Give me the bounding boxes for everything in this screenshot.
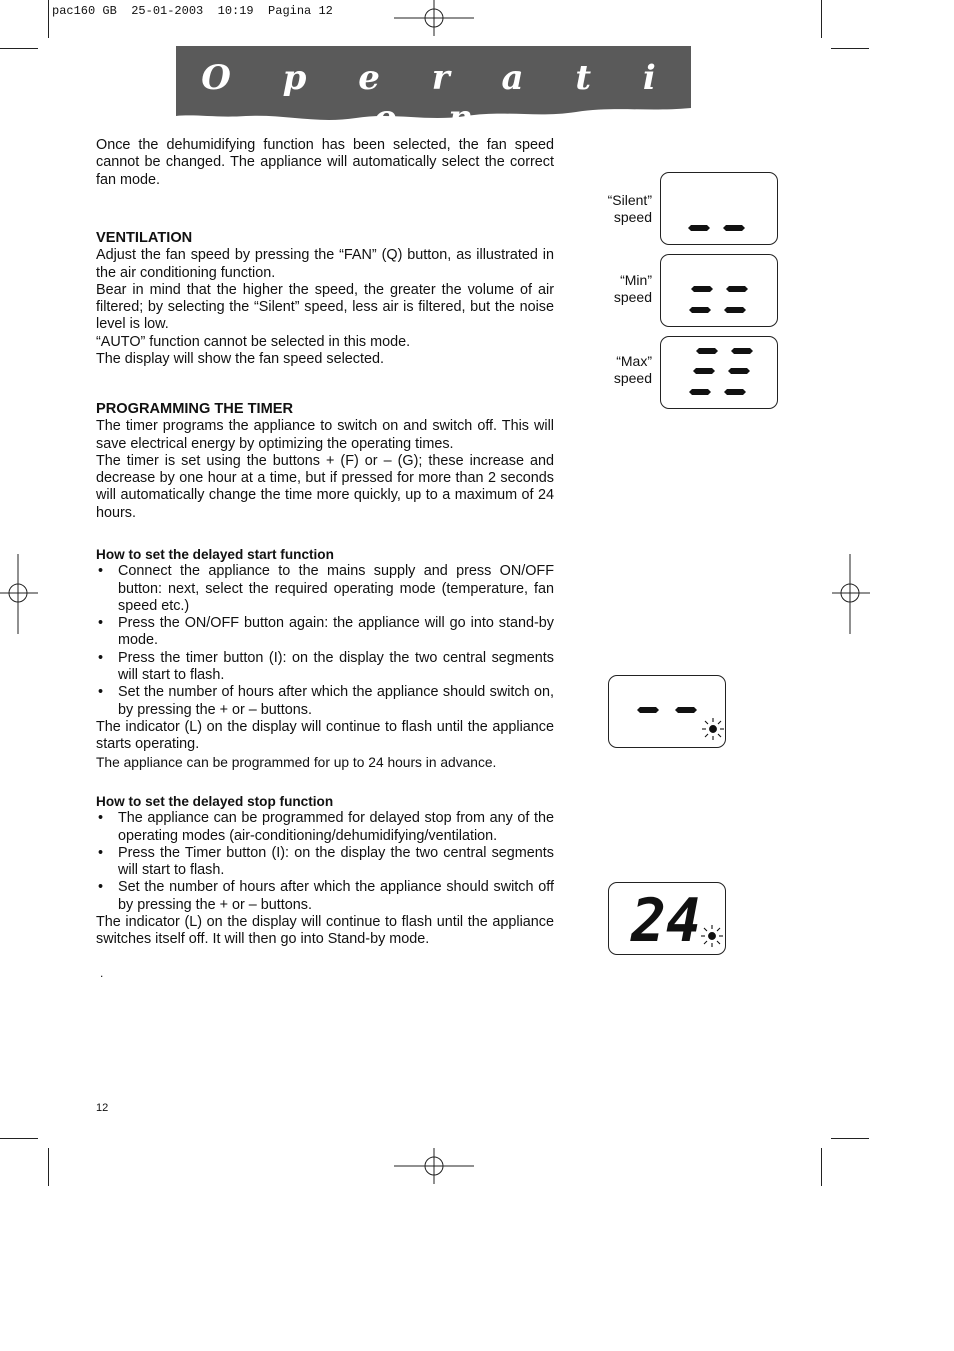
crop-mark [831,48,869,49]
timer-hours-readout: 24 [630,886,701,954]
list-item: • Press the ON/OFF button again: the appliance will go into stand-by mode. [96,615,554,650]
crop-mark [0,1138,38,1139]
crop-mark [821,0,822,38]
speed-label-line: “Min” [620,272,652,288]
crop-mark [0,48,38,49]
max-speed-label [572,353,652,387]
flashing-central-segments-icon [637,707,697,713]
registration-mark-icon [394,1148,474,1188]
speed-label-line: “Silent” [607,192,652,208]
ventilation-paragraph: Adjust the fan speed by pressing the “FAN” (Q) button, as illustrated in the air conditioning function. [96,247,554,281]
crop-mark [48,1148,49,1186]
max-speed-display [660,336,778,409]
page-title: O p e r a t i o n [201,58,676,138]
registration-mark-icon [394,0,474,40]
intro-text: Once the dehumidifying function has been selected, the fan speed cannot be changed. The appliance will automatically select the correct fan mode. [96,137,554,188]
timer-paragraph: The timer is set using the buttons + (F) or – (G); these increase and decrease by one hour at a time, but if pressed for more than 2 seconds will automatically change the time more quickly, up to a maximum of 24 hours. [96,452,554,521]
delayed-stop-section [96,793,554,949]
speed-label-line: speed [613,209,652,225]
registration-mark-icon [0,554,40,634]
trailing-dot: . [100,966,104,980]
speed-label-line: speed [613,289,652,305]
silent-speed-display [660,172,778,245]
list-item: • The appliance can be programmed for delayed stop from any of the operating modes (air-conditioning/dehumidifying/ventilation. [96,810,554,845]
ventilation-paragraph: Bear in mind that the higher the speed, the greater the volume of air filtered; by selecting the “Silent” speed, less air is filtered, but the noise level is low. [96,281,554,333]
list-item: • Set the number of hours after which the appliance should switch off by pressing the + or – buttons. [96,879,554,914]
print-header: pac160 GB 25-01-2003 10:19 Pagina 12 [52,4,333,18]
title-banner [176,46,691,138]
min-speed-display [660,254,778,327]
fan-speed-segments-icon [689,348,753,395]
page-number: 12 [96,1102,109,1114]
crop-mark [831,1138,869,1139]
timer-stop-display [608,882,726,955]
delayed-start-list [96,563,554,719]
timer-paragraph: The timer programs the appliance to switch on and switch off. This will save electrical energy by optimizing the operating times. [96,418,554,452]
delayed-stop-list [96,810,554,914]
ventilation-paragraph: “AUTO” function cannot be selected in this mode. [96,333,411,350]
flashing-sun-indicator-icon [701,925,723,947]
speed-label-line: “Max” [616,353,652,369]
ventilation-section [96,230,554,368]
delayed-start-section [96,546,554,771]
delayed-start-note: The appliance can be programmed for up to 24 hours in advance. [96,754,497,770]
min-speed-label [572,272,652,306]
list-item: • Connect the appliance to the mains supply and press ON/OFF button: next, select the required operating mode (temperature, fan speed etc.) [96,563,554,615]
delayed-stop-heading: How to set the delayed stop function [96,794,334,809]
intro-paragraph [96,137,554,189]
list-item: • Set the number of hours after which the appliance should switch on, by pressing the + or – buttons. [96,684,554,719]
flashing-sun-indicator-icon [702,718,724,740]
fan-speed-segments-icon [689,286,748,313]
delayed-stop-note: The indicator (L) on the display will continue to flash until the appliance switches itself off. It will then go into Stand-by mode. [96,914,554,948]
list-item: • Press the timer button (I): on the display the two central segments will start to flash. [96,650,554,685]
ventilation-paragraph: The display will show the fan speed selected. [96,351,384,368]
delayed-start-note: The indicator (L) on the display will continue to flash until the appliance starts operating. [96,718,554,753]
list-item: • Press the Timer button (I): on the display the two central segments will start to flash. [96,845,554,880]
timer-heading: PROGRAMMING THE TIMER [96,401,294,417]
timer-start-display [608,675,726,748]
registration-mark-icon [830,554,870,634]
speed-label-line: speed [613,370,652,386]
timer-section [96,401,554,522]
silent-speed-label [572,192,652,226]
delayed-start-heading: How to set the delayed start function [96,547,334,562]
ventilation-heading: VENTILATION [96,230,193,246]
fan-speed-segments-icon [688,225,745,231]
crop-mark [821,1148,822,1186]
crop-mark [48,0,49,38]
